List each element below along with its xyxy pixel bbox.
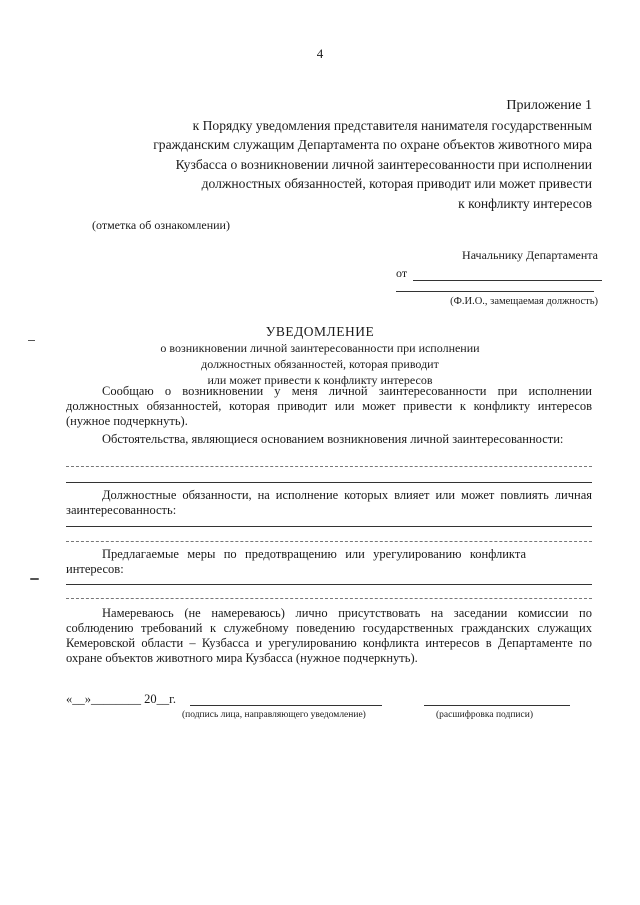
date-field[interactable]: «__»________ 20__г. — [66, 692, 176, 706]
notice-subtitle-line: должностных обязанностей, которая приводит — [201, 357, 439, 371]
scan-mark — [28, 340, 35, 341]
appendix-line: к Порядку уведомления представителя нанимателя государственным — [192, 117, 592, 133]
paragraph-duties: Должностные обязанности, на исполнение которых влияет или может повлиять личная заинтересованность: — [66, 488, 592, 517]
scan-mark — [30, 578, 39, 580]
paragraph-notification: Сообщаю о возникновении у меня личной заинтересованности при исполнении должностных обязанностей, которая приводит или может привести к конфликту интересов (нужное подчеркнуть). — [66, 384, 592, 428]
signature-caption: (подпись лица, направляющего уведомление) — [182, 710, 366, 720]
fio-fill-line[interactable] — [396, 291, 594, 292]
notice-title-block — [0, 323, 640, 388]
appendix-line: гражданским служащим Департамента по охране объектов животного мира — [153, 137, 592, 152]
notice-subtitle-line: или может привести к конфликту интересов — [207, 373, 433, 387]
from-label: от — [396, 266, 408, 280]
paragraph-measures: Предлагаемые меры по предотвращению или урегулированию конфликта интересов: — [66, 547, 526, 576]
page-number: 4 — [316, 46, 324, 61]
decoding-caption: (расшифровка подписи) — [436, 710, 533, 720]
notice-title: УВЕДОМЛЕНИЕ — [265, 324, 375, 339]
signature-decoding-line[interactable] — [424, 705, 570, 706]
from-fill-line[interactable] — [413, 268, 602, 281]
appendix-line: должностных обязанностей, которая приводит или может привести — [201, 176, 592, 191]
appendix-title: Приложение 1 — [506, 98, 592, 113]
duties-fill-line[interactable] — [66, 526, 592, 527]
duties-fill-line[interactable] — [66, 541, 592, 542]
paragraph-circumstances: Обстоятельства, являющиеся основанием возникновения личной заинтересованности: — [102, 432, 564, 446]
signature-line[interactable] — [190, 705, 382, 706]
appendix-header — [122, 96, 592, 213]
appendix-line: к конфликту интересов — [458, 195, 592, 211]
addressee-title: Начальнику Департамента — [462, 248, 598, 262]
appendix-line: Кузбасса о возникновении личной заинтересованности при исполнении — [175, 156, 592, 172]
from-row — [396, 266, 602, 281]
notice-subtitle-line: о возникновении личной заинтересованности при исполнении — [160, 341, 480, 355]
circumstances-fill-line[interactable] — [66, 466, 592, 467]
acknowledgement-mark-note: (отметка об ознакомлении) — [92, 218, 230, 232]
paragraph-attendance: Намереваюсь (не намереваюсь) лично присутствовать на заседании комиссии по соблюдению требований к служебному поведению государственных гражданских служащих Кемеровской области – Кузбасса и урегулированию конфликта интересов в Департаменте по охране объектов животного мира Кузбасса (нужное подчеркнуть). — [66, 606, 592, 665]
circumstances-fill-line[interactable] — [66, 482, 592, 483]
measures-fill-line[interactable] — [66, 598, 592, 599]
fio-caption: (Ф.И.О., замещаемая должность) — [450, 296, 598, 307]
measures-fill-line[interactable] — [66, 584, 592, 585]
